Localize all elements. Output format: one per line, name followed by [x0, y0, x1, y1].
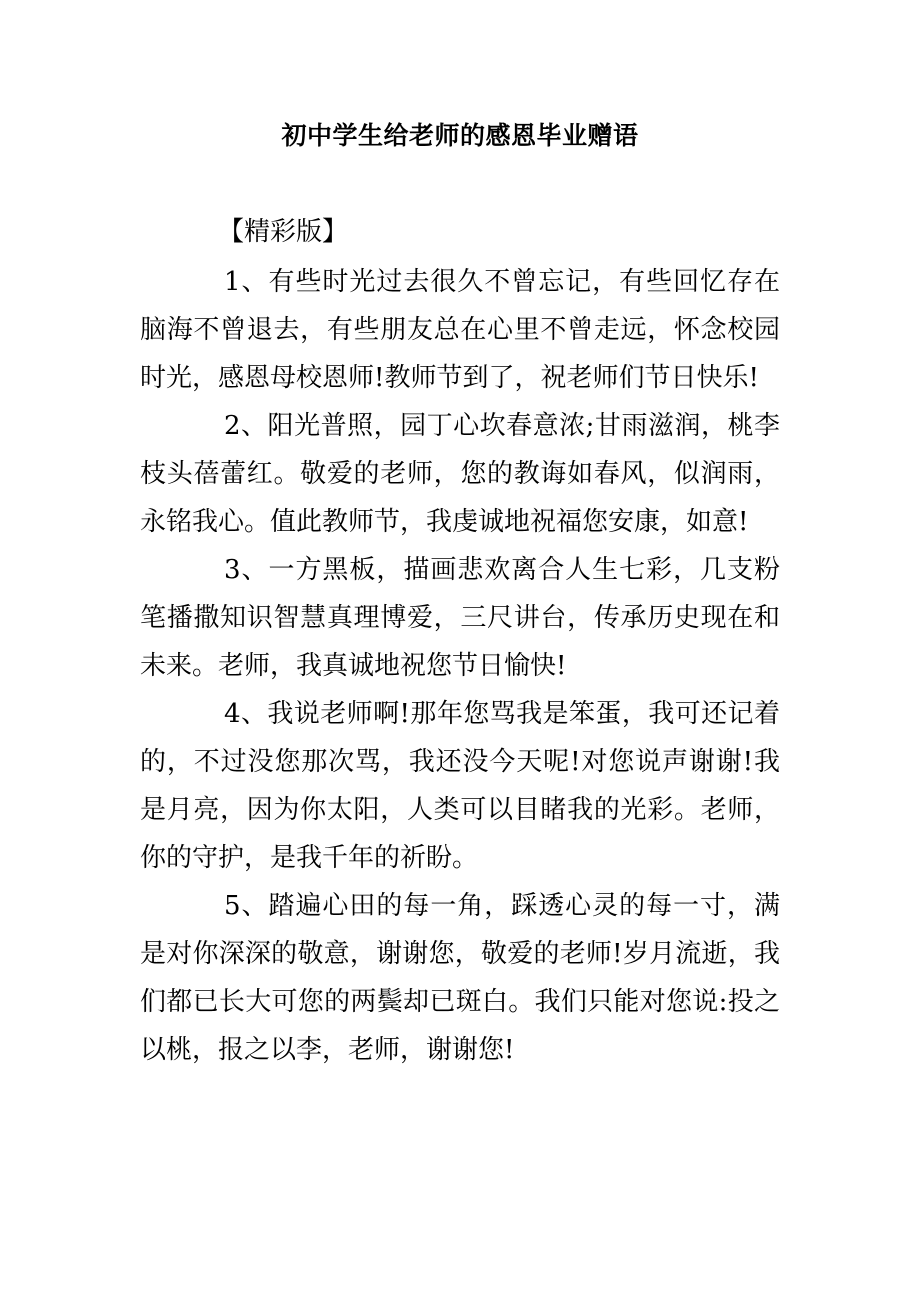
paragraph-1: 1、有些时光过去很久不曾忘记，有些回忆存在脑海不曾退去，有些朋友总在心里不曾走远，怀念校园时光，感恩母校恩师!教师节到了，祝老师们节日快乐!	[140, 267, 780, 393]
paragraph-3: 3、一方黑板，描画悲欢离合人生七彩，几支粉笔播撒知识智慧真理博爱，三尺讲台，传承历史现在和未来。老师，我真诚地祝您节日愉快!	[140, 555, 780, 681]
page-title: 初中学生给老师的感恩毕业赠语	[281, 121, 639, 150]
paragraph-4: 4、我说老师啊!那年您骂我是笨蛋，我可还记着的，不过没您那次骂，我还没今天呢!对您说声谢谢!我是月亮，因为你太阳，人类可以目睹我的光彩。老师，你的守护，是我千年的祈盼。	[140, 699, 780, 873]
paragraph-5: 5、踏遍心田的每一角，踩透心灵的每一寸，满是对你深深的敬意，谢谢您，敬爱的老师!岁月流逝，我们都已长大可您的两鬓却已斑白。我们只能对您说:投之以桃，报之以李，老师，谢谢您!	[140, 891, 780, 1065]
section-heading: 【精彩版】	[218, 217, 349, 247]
paragraph-2: 2、阳光普照，园丁心坎春意浓;甘雨滋润，桃李枝头蓓蕾红。敬爱的老师，您的教诲如春风，似润雨，永铭我心。值此教师节，我虔诚地祝福您安康，如意!	[140, 411, 780, 537]
document-body	[140, 258, 780, 1074]
